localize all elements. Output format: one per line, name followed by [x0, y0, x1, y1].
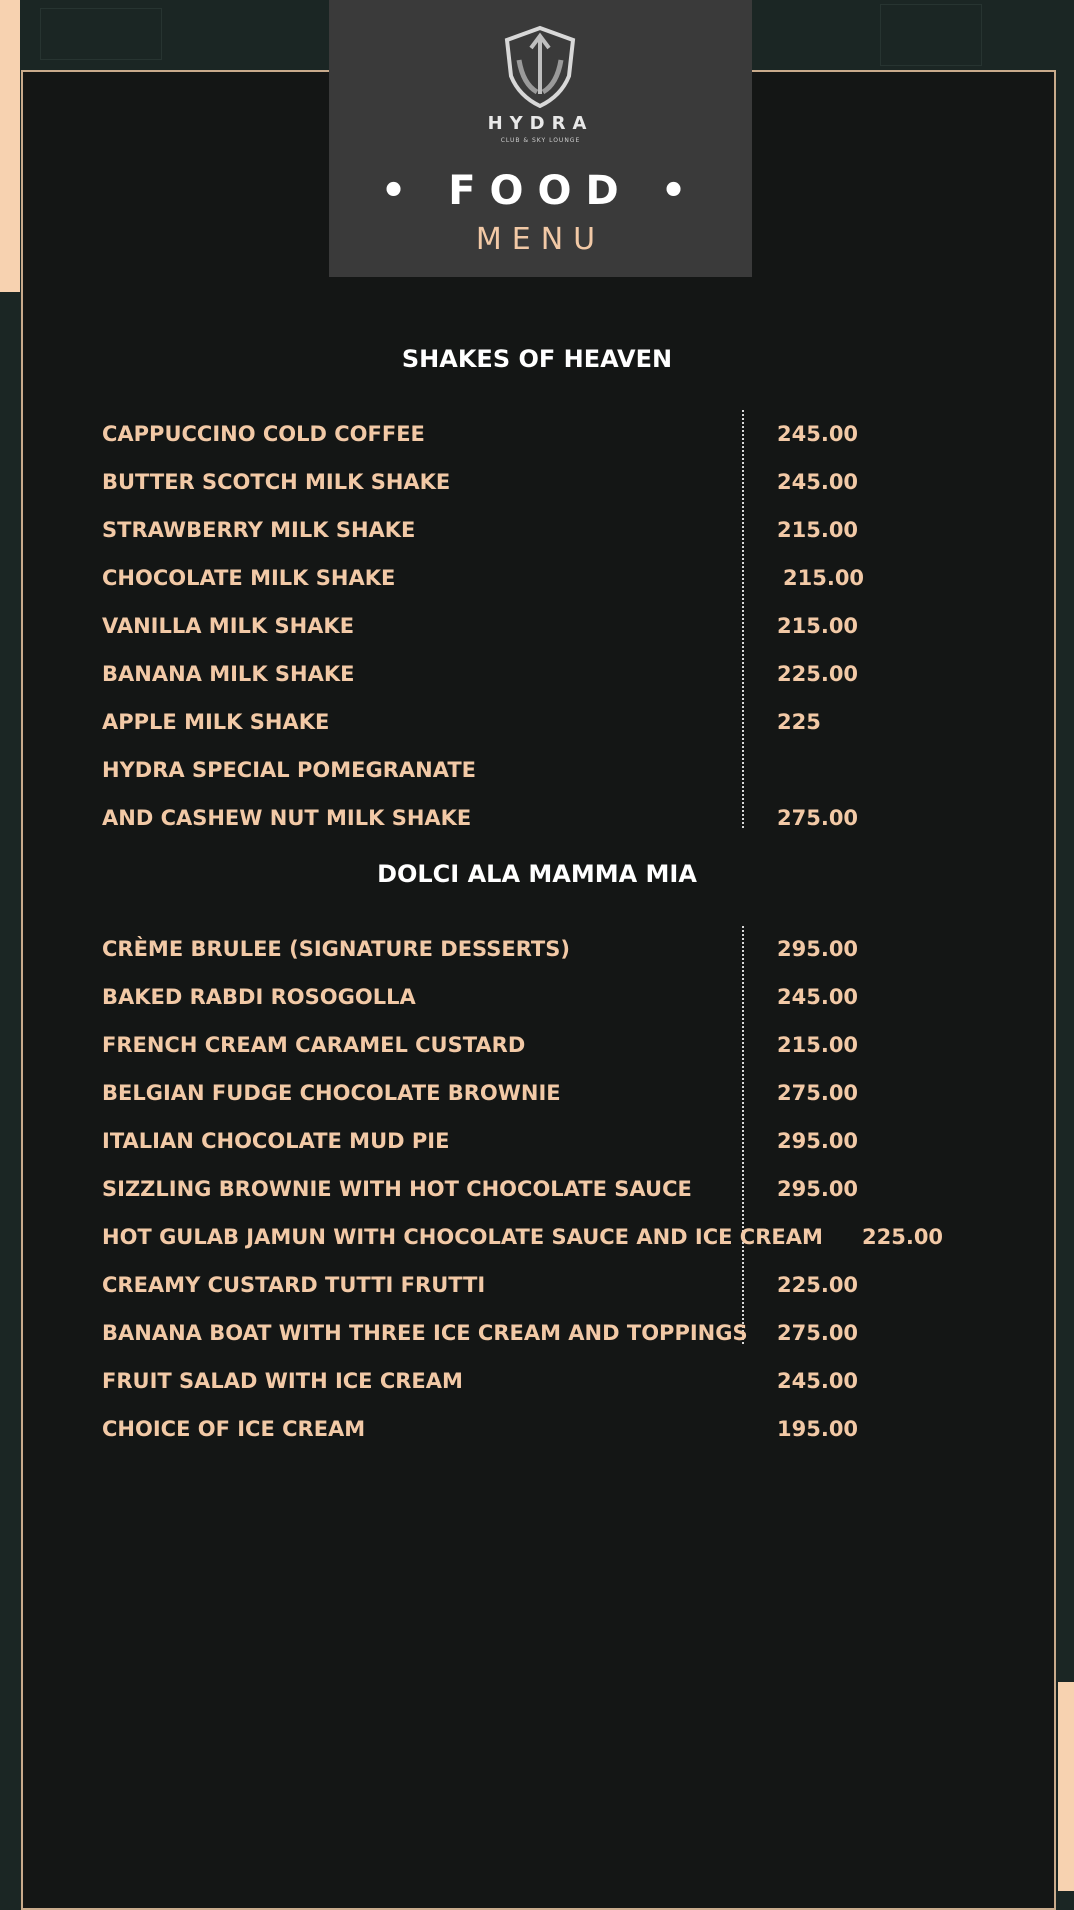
- menu-item-price: 245.00: [777, 1369, 859, 1393]
- menu-item-price: 275.00: [777, 1081, 859, 1105]
- menu-item-name: BANANA MILK SHAKE: [102, 662, 355, 686]
- menu-item-price: 215.00: [777, 1033, 859, 1057]
- menu-item-price: 215.00: [777, 518, 859, 542]
- menu-item-price: 295.00: [777, 937, 859, 961]
- menu-subtitle: MENU: [475, 222, 606, 257]
- menu-item-name: BELGIAN FUDGE CHOCOLATE BROWNIE: [102, 1081, 561, 1105]
- background-sketch: [40, 8, 162, 60]
- menu-item-price: 295.00: [777, 1177, 859, 1201]
- hydra-shield-logo-icon: [501, 24, 579, 108]
- menu-item-name: BAKED RABDI ROSOGOLLA: [102, 985, 416, 1009]
- section-title-desserts: DOLCI ALA MAMMA MIA: [377, 860, 697, 888]
- menu-item-price: 225.00: [777, 1273, 859, 1297]
- menu-item-name: APPLE MILK SHAKE: [102, 710, 330, 734]
- menu-item-name: FRUIT SALAD WITH ICE CREAM: [102, 1369, 463, 1393]
- menu-item-price: 245.00: [777, 985, 859, 1009]
- menu-item-price: 245.00: [777, 422, 859, 446]
- menu-item-price: 195.00: [777, 1417, 859, 1441]
- menu-item-price: 215.00: [777, 614, 859, 638]
- menu-item-price: 275.00: [777, 806, 859, 830]
- brand-name: HYDRA: [487, 113, 594, 134]
- menu-item-price: 245.00: [777, 470, 859, 494]
- menu-item-name: CHOCOLATE MILK SHAKE: [102, 566, 396, 590]
- menu-item-name: CHOICE OF ICE CREAM: [102, 1417, 366, 1441]
- dotted-divider: [742, 410, 744, 828]
- section-title-shakes: SHAKES OF HEAVEN: [401, 345, 673, 373]
- title-dot-left: •: [380, 168, 421, 214]
- menu-item-name: CREAMY CUSTARD TUTTI FRUTTI: [102, 1273, 486, 1297]
- menu-item-name: VANILLA MILK SHAKE: [102, 614, 355, 638]
- menu-item-price: 225.00: [777, 662, 859, 686]
- menu-item-price: 295.00: [777, 1129, 859, 1153]
- menu-item-price: 225: [777, 710, 821, 734]
- menu-item-name: BUTTER SCOTCH MILK SHAKE: [102, 470, 451, 494]
- dotted-divider: [742, 926, 744, 1344]
- menu-item-name: CRÈME BRULEE (SIGNATURE DESSERTS): [102, 937, 570, 961]
- menu-item-name: FRENCH CREAM CARAMEL CUSTARD: [102, 1033, 526, 1057]
- menu-item-name: SIZZLING BROWNIE WITH HOT CHOCOLATE SAUCE: [102, 1177, 692, 1201]
- title-dot-right: •: [660, 168, 701, 214]
- menu-item-name: STRAWBERRY MILK SHAKE: [102, 518, 416, 542]
- decorative-strip-right: [1058, 1682, 1074, 1891]
- menu-item-name: HOT GULAB JAMUN WITH CHOCOLATE SAUCE AND ICE CREAM: [102, 1225, 823, 1249]
- brand-tagline: CLUB & SKY LOUNGE: [500, 137, 581, 144]
- menu-item-price: 215.00: [783, 566, 865, 590]
- menu-item-name: HYDRA SPECIAL POMEGRANATE: [102, 758, 476, 782]
- background-sketch: [880, 4, 982, 66]
- menu-item-price: 225.00: [862, 1225, 944, 1249]
- menu-title: • FOOD •: [380, 168, 701, 214]
- menu-item-name: ITALIAN CHOCOLATE MUD PIE: [102, 1129, 450, 1153]
- menu-item-name: BANANA BOAT WITH THREE ICE CREAM AND TOPPINGS: [102, 1321, 748, 1345]
- menu-header: [329, 0, 752, 277]
- menu-item-name: AND CASHEW NUT MILK SHAKE: [102, 806, 472, 830]
- decorative-strip-left: [0, 0, 20, 292]
- menu-item-name: CAPPUCCINO COLD COFFEE: [102, 422, 425, 446]
- menu-item-price: 275.00: [777, 1321, 859, 1345]
